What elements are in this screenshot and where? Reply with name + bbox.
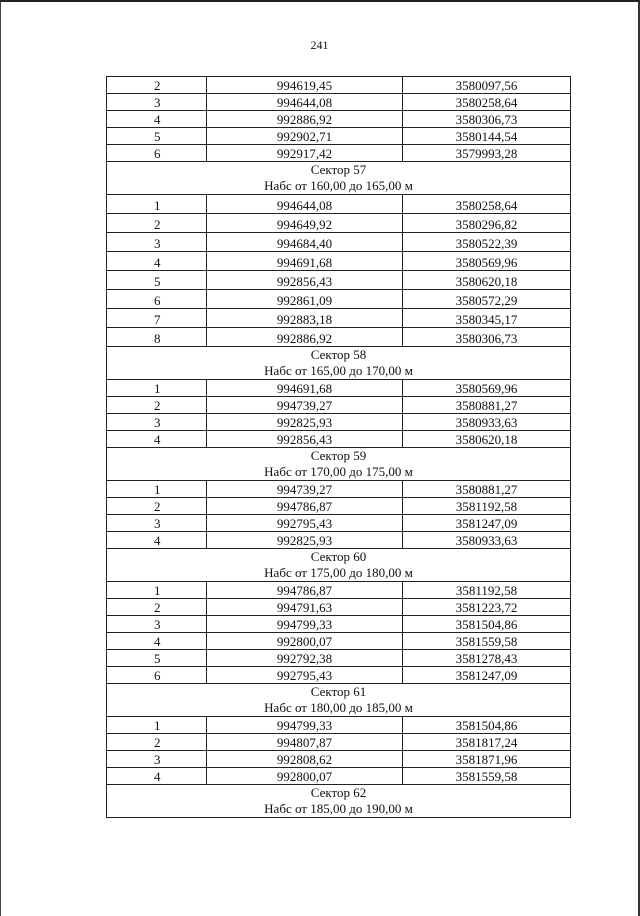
table-row xyxy=(107,94,571,111)
point-number-cell: 4 xyxy=(107,532,207,549)
sector-title: Сектор 58 xyxy=(310,347,367,362)
point-number-cell: 2 xyxy=(107,734,207,751)
page-number: 241 xyxy=(310,38,329,52)
table-row xyxy=(107,380,571,397)
sector-header-row xyxy=(107,549,571,582)
x-coordinate-cell: 992795,43 xyxy=(207,515,403,532)
x-coordinate-cell: 992800,07 xyxy=(207,768,403,785)
sector-header-row xyxy=(107,162,571,195)
sector-title: Сектор 61 xyxy=(310,684,367,699)
table-row xyxy=(107,498,571,515)
y-coordinate-cell: 3580572,29 xyxy=(403,290,571,309)
table-row xyxy=(107,128,571,145)
y-coordinate-cell: 3580933,63 xyxy=(403,532,571,549)
x-coordinate-cell: 992825,93 xyxy=(207,532,403,549)
y-coordinate-cell: 3580620,18 xyxy=(403,271,571,290)
table-row xyxy=(107,481,571,498)
point-number-cell: 3 xyxy=(107,616,207,633)
table-row xyxy=(107,77,571,94)
table-row xyxy=(107,599,571,616)
table-row xyxy=(107,328,571,347)
y-coordinate-cell: 3581504,86 xyxy=(403,717,571,734)
point-number-cell: 2 xyxy=(107,77,207,94)
table-row xyxy=(107,145,571,162)
point-number-cell: 3 xyxy=(107,751,207,768)
x-coordinate-cell: 994786,87 xyxy=(207,582,403,599)
x-coordinate-cell: 992800,07 xyxy=(207,633,403,650)
x-coordinate-cell: 994644,08 xyxy=(207,94,403,111)
table-row xyxy=(107,515,571,532)
point-number-cell: 1 xyxy=(107,717,207,734)
sector-altitude-range: Набс от 180,00 до 185,00 м xyxy=(264,700,413,715)
point-number-cell: 6 xyxy=(107,145,207,162)
point-number-cell: 6 xyxy=(107,667,207,684)
y-coordinate-cell: 3580933,63 xyxy=(403,414,571,431)
x-coordinate-cell: 994691,68 xyxy=(207,380,403,397)
table-row xyxy=(107,271,571,290)
point-number-cell: 4 xyxy=(107,768,207,785)
table-row xyxy=(107,290,571,309)
y-coordinate-cell: 3581559,58 xyxy=(403,768,571,785)
sector-header-row xyxy=(107,785,571,818)
y-coordinate-cell: 3581504,86 xyxy=(403,616,571,633)
table-row xyxy=(107,195,571,214)
point-number-cell: 3 xyxy=(107,233,207,252)
x-coordinate-cell: 994739,27 xyxy=(207,397,403,414)
table-row xyxy=(107,751,571,768)
point-number-cell: 4 xyxy=(107,111,207,128)
table-row xyxy=(107,214,571,233)
point-number-cell: 1 xyxy=(107,195,207,214)
sector-header-cell xyxy=(107,684,571,717)
y-coordinate-cell: 3581817,24 xyxy=(403,734,571,751)
x-coordinate-cell: 992883,18 xyxy=(207,309,403,328)
sector-header-cell xyxy=(107,448,571,481)
sector-altitude-range: Набс от 185,00 до 190,00 м xyxy=(264,801,413,816)
x-coordinate-cell: 992856,43 xyxy=(207,431,403,448)
sector-title: Сектор 60 xyxy=(310,549,367,564)
point-number-cell: 4 xyxy=(107,633,207,650)
y-coordinate-cell: 3581871,96 xyxy=(403,751,571,768)
point-number-cell: 3 xyxy=(107,414,207,431)
y-coordinate-cell: 3580144,54 xyxy=(403,128,571,145)
y-coordinate-cell: 3580296,82 xyxy=(403,214,571,233)
x-coordinate-cell: 992917,42 xyxy=(207,145,403,162)
sector-title: Сектор 57 xyxy=(310,162,367,177)
sector-header-cell xyxy=(107,347,571,380)
point-number-cell: 1 xyxy=(107,582,207,599)
y-coordinate-cell: 3580620,18 xyxy=(403,431,571,448)
sector-header-cell xyxy=(107,162,571,195)
sector-title: Сектор 59 xyxy=(310,448,367,463)
y-coordinate-cell: 3580569,96 xyxy=(403,252,571,271)
coordinates-table-body xyxy=(107,77,571,818)
table-row xyxy=(107,616,571,633)
table-row xyxy=(107,650,571,667)
x-coordinate-cell: 994791,63 xyxy=(207,599,403,616)
y-coordinate-cell: 3580097,56 xyxy=(403,77,571,94)
point-number-cell: 3 xyxy=(107,94,207,111)
y-coordinate-cell: 3581192,58 xyxy=(403,498,571,515)
point-number-cell: 1 xyxy=(107,380,207,397)
x-coordinate-cell: 994799,33 xyxy=(207,717,403,734)
x-coordinate-cell: 994649,92 xyxy=(207,214,403,233)
point-number-cell: 2 xyxy=(107,599,207,616)
x-coordinate-cell: 992856,43 xyxy=(207,271,403,290)
table-row xyxy=(107,111,571,128)
point-number-cell: 4 xyxy=(107,431,207,448)
y-coordinate-cell: 3580881,27 xyxy=(403,481,571,498)
x-coordinate-cell: 992808,62 xyxy=(207,751,403,768)
x-coordinate-cell: 992886,92 xyxy=(207,111,403,128)
y-coordinate-cell: 3580306,73 xyxy=(403,111,571,128)
x-coordinate-cell: 992825,93 xyxy=(207,414,403,431)
sector-title: Сектор 62 xyxy=(310,785,367,800)
y-coordinate-cell: 3580522,39 xyxy=(403,233,571,252)
table-row xyxy=(107,309,571,328)
table-row xyxy=(107,431,571,448)
sector-altitude-range: Набс от 170,00 до 175,00 м xyxy=(264,464,413,479)
point-number-cell: 4 xyxy=(107,252,207,271)
point-number-cell: 5 xyxy=(107,271,207,290)
point-number-cell: 5 xyxy=(107,650,207,667)
point-number-cell: 1 xyxy=(107,481,207,498)
y-coordinate-cell: 3581559,58 xyxy=(403,633,571,650)
point-number-cell: 2 xyxy=(107,214,207,233)
sector-altitude-range: Набс от 160,00 до 165,00 м xyxy=(264,178,413,193)
point-number-cell: 7 xyxy=(107,309,207,328)
point-number-cell: 2 xyxy=(107,498,207,515)
table-row xyxy=(107,734,571,751)
point-number-cell: 5 xyxy=(107,128,207,145)
table-row xyxy=(107,233,571,252)
sector-header-cell xyxy=(107,785,571,818)
point-number-cell: 6 xyxy=(107,290,207,309)
x-coordinate-cell: 994644,08 xyxy=(207,195,403,214)
x-coordinate-cell: 992861,09 xyxy=(207,290,403,309)
table-row xyxy=(107,397,571,414)
sector-header-cell xyxy=(107,549,571,582)
y-coordinate-cell: 3580258,64 xyxy=(403,195,571,214)
x-coordinate-cell: 992792,38 xyxy=(207,650,403,667)
y-coordinate-cell: 3581247,09 xyxy=(403,667,571,684)
point-number-cell: 2 xyxy=(107,397,207,414)
x-coordinate-cell: 994807,87 xyxy=(207,734,403,751)
y-coordinate-cell: 3580569,96 xyxy=(403,380,571,397)
x-coordinate-cell: 994619,45 xyxy=(207,77,403,94)
x-coordinate-cell: 992886,92 xyxy=(207,328,403,347)
sector-header-row xyxy=(107,347,571,380)
y-coordinate-cell: 3580881,27 xyxy=(403,397,571,414)
x-coordinate-cell: 994799,33 xyxy=(207,616,403,633)
table-row xyxy=(107,414,571,431)
sector-altitude-range: Набс от 165,00 до 170,00 м xyxy=(264,363,413,378)
y-coordinate-cell: 3580306,73 xyxy=(403,328,571,347)
y-coordinate-cell: 3579993,28 xyxy=(403,145,571,162)
table-row xyxy=(107,532,571,549)
sector-header-row xyxy=(107,684,571,717)
x-coordinate-cell: 992902,71 xyxy=(207,128,403,145)
table-row xyxy=(107,252,571,271)
coordinates-table xyxy=(106,76,571,818)
y-coordinate-cell: 3580345,17 xyxy=(403,309,571,328)
table-row xyxy=(107,582,571,599)
x-coordinate-cell: 994691,68 xyxy=(207,252,403,271)
table-row xyxy=(107,717,571,734)
x-coordinate-cell: 992795,43 xyxy=(207,667,403,684)
y-coordinate-cell: 3581247,09 xyxy=(403,515,571,532)
x-coordinate-cell: 994786,87 xyxy=(207,498,403,515)
y-coordinate-cell: 3581223,72 xyxy=(403,599,571,616)
x-coordinate-cell: 994684,40 xyxy=(207,233,403,252)
point-number-cell: 3 xyxy=(107,515,207,532)
table-row xyxy=(107,633,571,650)
sector-header-row xyxy=(107,448,571,481)
sector-altitude-range: Набс от 175,00 до 180,00 м xyxy=(264,565,413,580)
x-coordinate-cell: 994739,27 xyxy=(207,481,403,498)
table-row xyxy=(107,667,571,684)
y-coordinate-cell: 3581192,58 xyxy=(403,582,571,599)
y-coordinate-cell: 3580258,64 xyxy=(403,94,571,111)
point-number-cell: 8 xyxy=(107,328,207,347)
y-coordinate-cell: 3581278,43 xyxy=(403,650,571,667)
table-row xyxy=(107,768,571,785)
